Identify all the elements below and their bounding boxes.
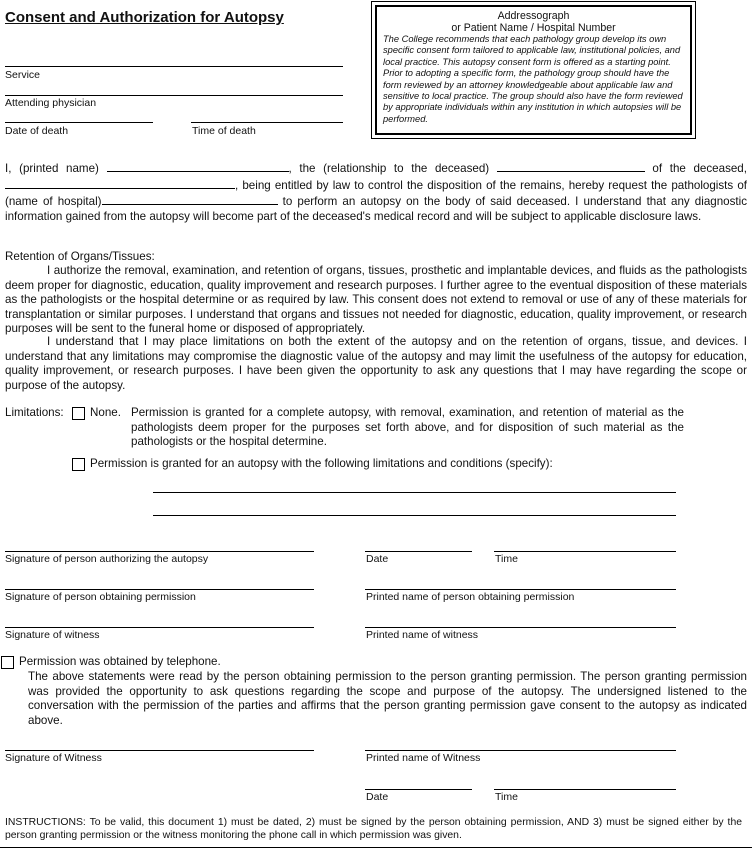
time-of-death-line[interactable] <box>191 122 343 123</box>
sig-date-line[interactable] <box>365 551 472 552</box>
consent-paragraph <box>5 160 747 224</box>
limitations-label: Limitations: <box>5 406 64 419</box>
sig-witness-label: Signature of witness <box>5 629 100 641</box>
date-of-death-label: Date of death <box>5 125 69 137</box>
sig-time-label: Time <box>495 553 518 565</box>
retention-paragraph-2: I understand that I may place limitations on both the extent of the autopsy and on the retention of organs, tissue, and devices. I understand that any limitations may compromise the diagnostic value of the autopsy and may limit the usefulness of the autopsy for education, quality improvement, or research purposes. I have been given the opportunity to ask any questions that I may have regarding the scope or purpose of the autopsy. <box>5 335 747 392</box>
limitations-specify-line-2[interactable] <box>153 515 676 516</box>
tel-sig-witness-label: Signature of Witness <box>5 752 102 764</box>
limitations-none-label: None. <box>90 406 121 419</box>
service-label: Service <box>5 69 41 81</box>
printed-witness-line[interactable] <box>365 627 676 628</box>
sig-date-label: Date <box>366 553 389 565</box>
consent-text-1: I, (printed name) <box>5 162 99 175</box>
sig-obtaining-line[interactable] <box>5 589 314 590</box>
telephone-text: The above statements were read by the person obtaining permission to the person granting permission. The person granting permission was provided the opportunity to ask questions regarding the scope and purpose of the autopsy. The undersigned listened to the conversation with the permission of the parties and affirms that the person granting permission gave consent to the autopsy as indicated above. <box>28 670 747 727</box>
hospital-name-field[interactable] <box>102 193 278 205</box>
tel-date-line[interactable] <box>365 789 472 790</box>
tel-date-label: Date <box>366 791 389 803</box>
sig-obtaining-label: Signature of person obtaining permission <box>5 591 196 603</box>
telephone-label: Permission was obtained by telephone. <box>19 655 221 668</box>
addressograph-note: The College recommends that each pathology group develop its own specific consent form tailored to applicable law, institutional policies, and local practice. This autopsy consent form is offered as a starting point. Prior to adopting a specific form, the pathology group should have the form reviewed by an attorney knowledgeable about applicable law and sensitive to local practice. The group should also have the form reviewed by appropriate individuals within any institution in which autopsies will be performed. <box>383 34 683 124</box>
tel-sig-witness-line[interactable] <box>5 750 314 751</box>
sig-authorizing-line[interactable] <box>5 551 314 552</box>
tel-printed-witness-label: Printed name of Witness <box>366 752 481 764</box>
tel-time-label: Time <box>495 791 518 803</box>
limitations-specify-text: Permission is granted for an autopsy with the following limitations and conditions (specify): <box>90 457 553 470</box>
telephone-checkbox[interactable] <box>1 656 14 669</box>
tel-printed-witness-line[interactable] <box>365 750 676 751</box>
retention-paragraph-1: I authorize the removal, examination, and retention of organs, tissues, prosthetic and implantable devices, and fluids as the pathologists deem proper for diagnostic, education, quality improvement and research purposes. I further agree to the eventual disposition of these materials as the pathologists or the hospital determine or as required by law. This consent does not extend to removal or use of any of these materials for transplantation or similar purposes. I understand that organs and tissues not needed for diagnostic, education, quality improvement, or research purposes will be sent to the funeral home or disposed of appropriately. <box>5 264 747 336</box>
retention-heading: Retention of Organs/Tissues: <box>5 250 155 263</box>
date-of-death-line[interactable] <box>5 122 153 123</box>
addressograph-heading: Addressograph <box>497 10 570 22</box>
sig-time-line[interactable] <box>494 551 676 552</box>
tel-time-line[interactable] <box>494 789 676 790</box>
consent-text-2: , the (relationship to the deceased) <box>288 162 490 175</box>
limitations-specify-line-1[interactable] <box>153 492 676 493</box>
limitations-none-checkbox[interactable] <box>72 407 85 420</box>
instructions-text: INSTRUCTIONS: To be valid, this document 1) must be dated, 2) must be signed by the person obtaining permission, AND 3) must be signed either by the person granting permission or the witness monitoring the phone call in which permission was given. <box>5 817 742 841</box>
limitations-specify-checkbox[interactable] <box>72 458 85 471</box>
consent-text-4: , being entitled by law to control the disposition of the remains, hereby request the pathologists of (name of hospital) <box>5 178 747 209</box>
consent-text-5: to perform an autopsy on the body of said deceased. I understand that any diagnostic information gained from the autopsy will become part of the deceased's medical record and will be subject to applicable disclosure laws. <box>5 195 747 223</box>
addressograph-subheading: or Patient Name / Hospital Number <box>451 22 616 34</box>
addressograph-box <box>371 1 696 139</box>
page-title: Consent and Authorization for Autopsy <box>5 9 284 26</box>
printed-obtaining-line[interactable] <box>365 589 676 590</box>
deceased-name-field[interactable] <box>5 177 235 189</box>
printed-witness-label: Printed name of witness <box>366 629 479 641</box>
service-line[interactable] <box>5 66 343 67</box>
consent-text-3: of the deceased, <box>652 162 747 175</box>
time-of-death-label: Time of death <box>192 125 256 137</box>
addressograph-inner <box>375 5 692 135</box>
printed-name-field[interactable] <box>107 160 289 172</box>
sig-authorizing-label: Signature of person authorizing the autopsy <box>5 553 209 565</box>
limitations-none-text: Permission is granted for a complete autopsy, with removal, examination, and retention of material as the pathologists deem proper for the purposes set forth above, and for disposition of such material as the pathologists or the hospital determine. <box>131 406 684 449</box>
attending-label: Attending physician <box>5 97 97 109</box>
bottom-rule <box>0 847 752 848</box>
relationship-field[interactable] <box>497 160 645 172</box>
sig-witness-line[interactable] <box>5 627 314 628</box>
printed-obtaining-label: Printed name of person obtaining permission <box>366 591 575 603</box>
attending-line[interactable] <box>5 95 343 96</box>
